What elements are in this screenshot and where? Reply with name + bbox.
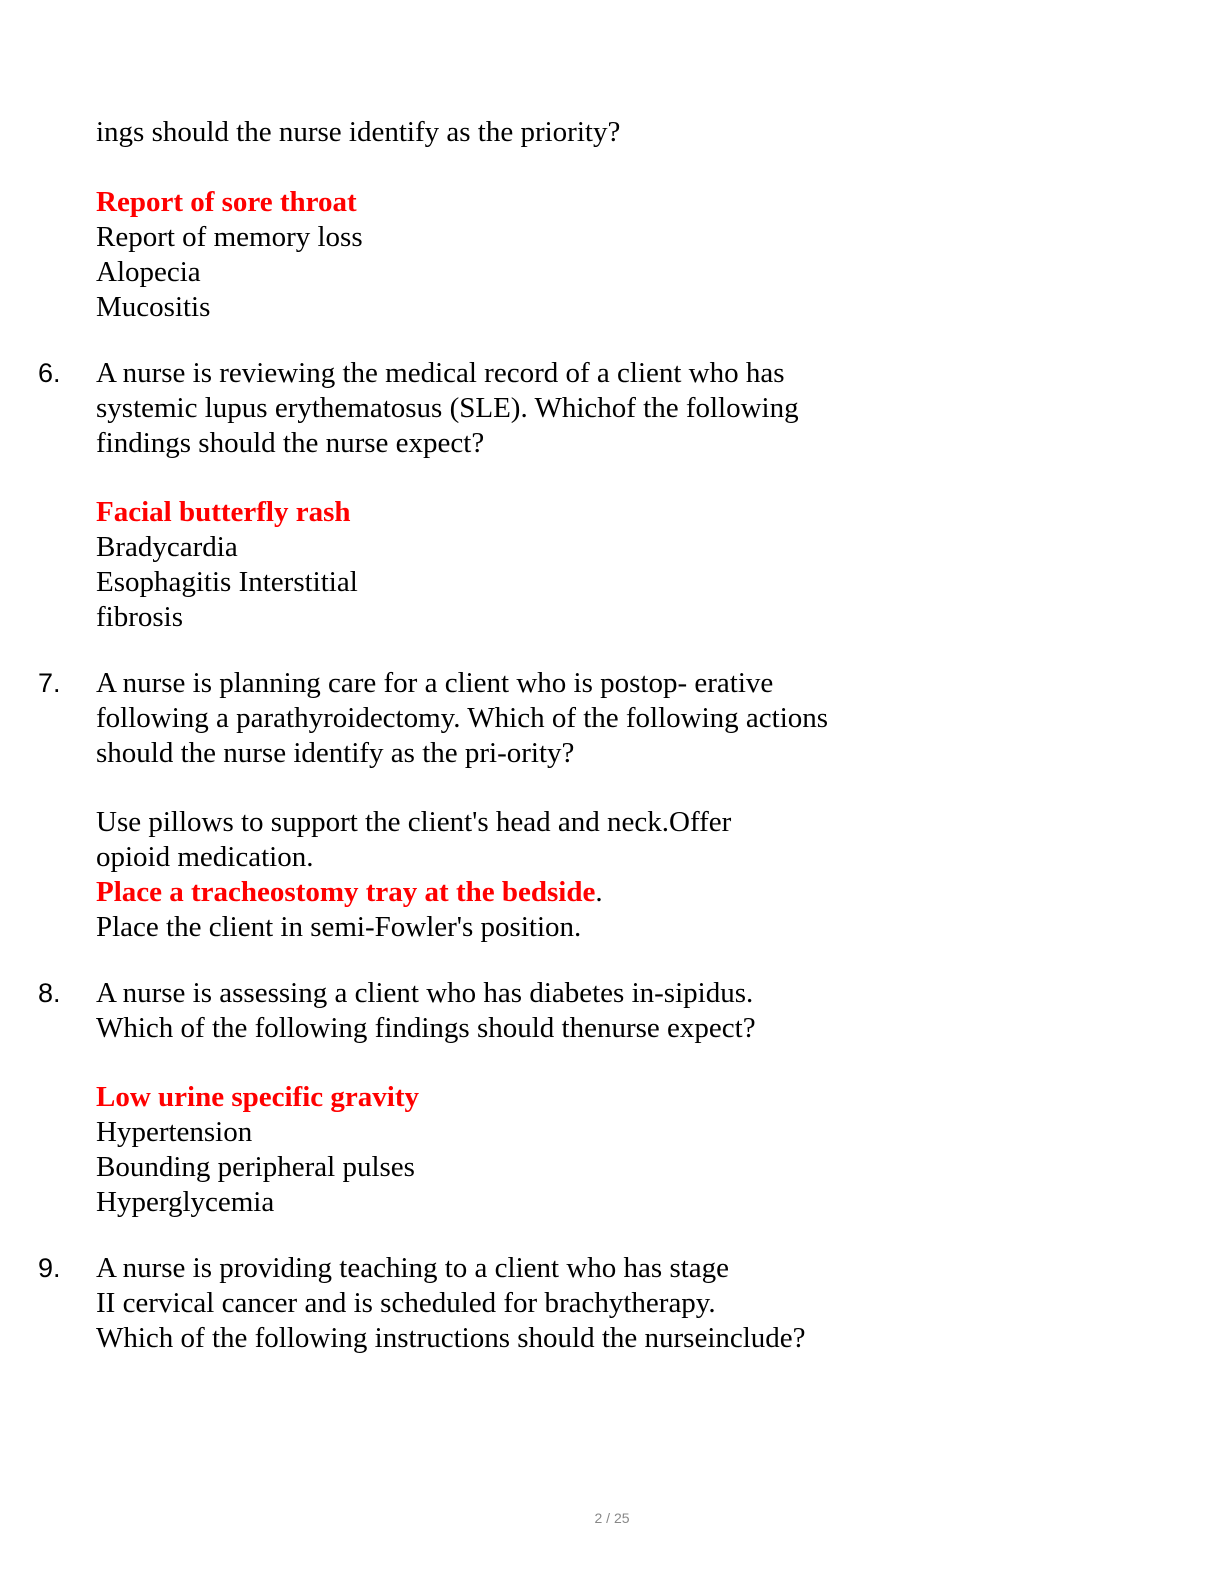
question-number: 6. bbox=[38, 358, 61, 388]
question-stem-line: II cervical cancer and is scheduled for brachytherapy. bbox=[96, 1287, 716, 1319]
correct-answer-option: Place a tracheostomy tray at the bedside bbox=[96, 876, 596, 908]
answer-option: Bradycardia bbox=[96, 531, 238, 563]
question-stem-line: findings should the nurse expect? bbox=[96, 427, 485, 459]
answer-option-row bbox=[96, 875, 603, 910]
answer-option: Esophagitis Interstitial bbox=[96, 566, 358, 598]
question-stem-line: A nurse is planning care for a client who is postop- erative bbox=[96, 667, 774, 699]
answer-option: Alopecia bbox=[96, 256, 201, 288]
answer-option: Place the client in semi-Fowler's position. bbox=[96, 911, 582, 943]
answer-option: Report of memory loss bbox=[96, 221, 363, 253]
question-stem-line: systemic lupus erythematosus (SLE). Whichof the following bbox=[96, 392, 799, 424]
correct-answer-option: Low urine specific gravity bbox=[96, 1081, 419, 1113]
question-stem-line: Which of the following instructions should the nurseinclude? bbox=[96, 1322, 806, 1354]
answer-option: Bounding peripheral pulses bbox=[96, 1151, 415, 1183]
answer-option: Hyperglycemia bbox=[96, 1186, 275, 1218]
correct-answer-option: Facial butterfly rash bbox=[96, 496, 351, 528]
answer-option: Hypertension bbox=[96, 1116, 253, 1148]
question-stem-line: ings should the nurse identify as the priority? bbox=[96, 116, 621, 148]
question-stem-line: should the nurse identify as the pri-ority? bbox=[96, 737, 575, 769]
question-stem-line: A nurse is providing teaching to a client who has stage bbox=[96, 1252, 730, 1284]
correct-answer-option: Report of sore throat bbox=[96, 186, 357, 218]
question-number: 8. bbox=[38, 978, 61, 1008]
answer-option: fibrosis bbox=[96, 601, 183, 633]
answer-trailing-period: . bbox=[595, 876, 603, 908]
question-stem-line: A nurse is reviewing the medical record of a client who has bbox=[96, 357, 785, 389]
question-number: 9. bbox=[38, 1253, 61, 1283]
answer-option: Mucositis bbox=[96, 291, 211, 323]
question-stem-line: A nurse is assessing a client who has diabetes in-sipidus. bbox=[96, 977, 754, 1009]
answer-option: Use pillows to support the client's head and neck.Offer bbox=[96, 806, 732, 838]
page-indicator: 2 / 25 bbox=[594, 1510, 630, 1526]
question-stem-line: following a parathyroidectomy. Which of the following actions bbox=[96, 702, 829, 734]
answer-option: opioid medication. bbox=[96, 841, 314, 873]
question-number: 7. bbox=[38, 668, 61, 698]
question-stem-line: Which of the following findings should thenurse expect? bbox=[96, 1012, 756, 1044]
